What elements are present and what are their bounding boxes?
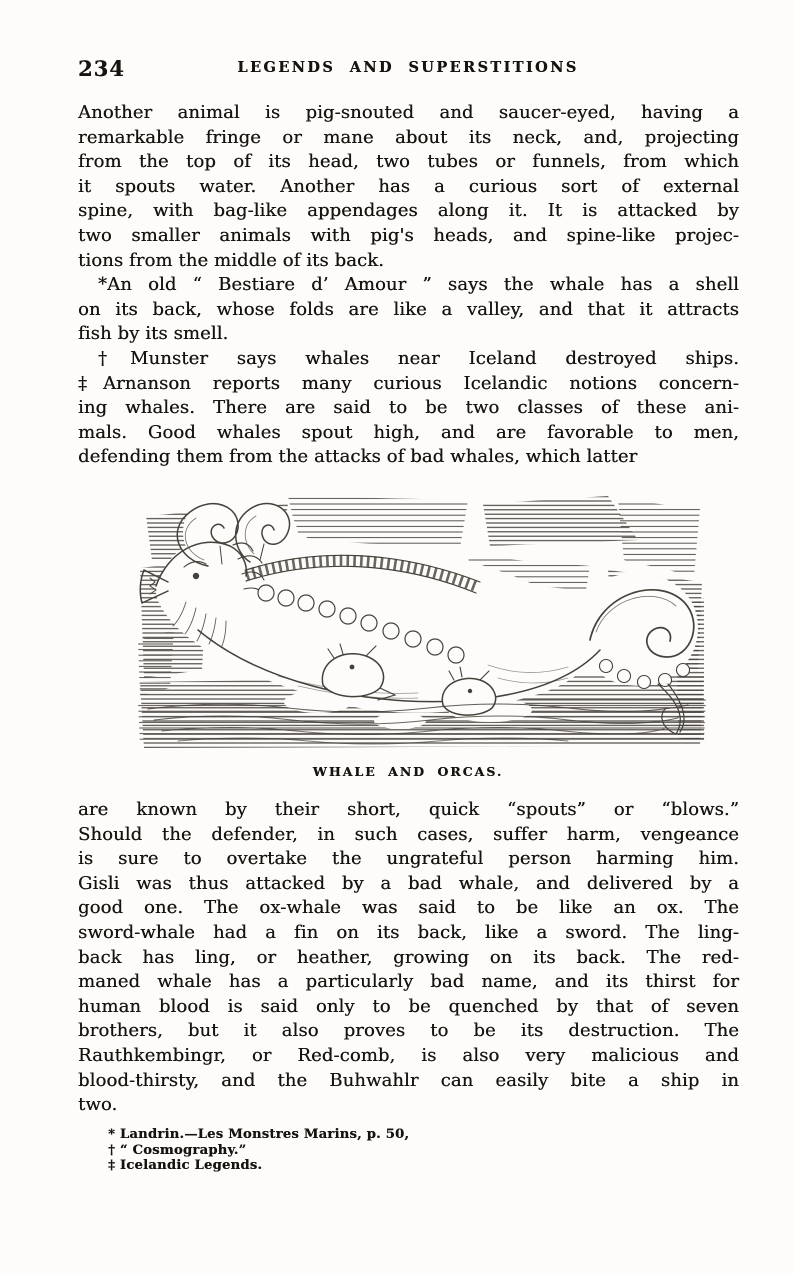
running-title: LEGENDS AND SUPERSTITIONS (237, 59, 579, 76)
text-line: †Munster says whales near Iceland destroyed ships. (98, 347, 739, 369)
text-line: maned whale has a particularly bad name, and its thirst for (78, 971, 739, 993)
text-line: it spouts water. Another has a curious sort of external (78, 175, 739, 197)
text-line: two. (78, 1094, 118, 1116)
running-head (78, 56, 738, 82)
text-line: back has ling, or heather, growing on its back. The red- (78, 946, 739, 968)
text-line: blood-thirsty, and the Buhwahlr can easily bite a ship in (78, 1069, 739, 1091)
text-line: Rauthkembingr, or Red-comb, is also very malicious and (78, 1044, 739, 1066)
text-line: two smaller animals with pig's heads, and spine-like projec- (78, 224, 739, 246)
text-line: ‡Arnanson reports many curious Icelandic notions concern- (78, 372, 739, 394)
text-line: Should the defender, in such cases, suffer harm, vengeance (78, 823, 739, 845)
text-line: remarkable fringe or mane about its neck, and, projecting (78, 126, 739, 148)
text-line: ing whales. There are said to be two classes of these ani- (78, 397, 739, 419)
footnote-line: † “ Cosmography.” (108, 1142, 247, 1158)
footnote-line: * Landrin.—Les Monstres Marins, p. 50, (108, 1127, 410, 1142)
text-line: tions from the middle of its back. (78, 249, 385, 271)
text-line: sword-whale had a fin on its back, like a sword. The ling- (78, 921, 739, 943)
text-line: are known by their short, quick “spouts” or “blows.” (78, 799, 739, 820)
text-line: mals. Good whales spout high, and are favorable to men, (78, 421, 739, 443)
whale-orcas-engraving-image (138, 490, 708, 754)
text-line: Another animal is pig-snouted and saucer-eyed, having a (78, 102, 739, 123)
footnotes (108, 1127, 588, 1174)
text-line: from the top of its head, two tubes or funnels, from which (78, 151, 739, 173)
text-line: brothers, but it also proves to be its destruction. The (78, 1020, 739, 1042)
text-line: on its back, whose folds are like a valley, and that it attracts (78, 298, 739, 320)
page-number: 234 (78, 56, 125, 81)
figure-caption: WHALE AND ORCAS. (312, 764, 504, 779)
text-line: good one. The ox-whale was said to be like an ox. The (78, 897, 739, 919)
text-line: Gisli was thus attacked by a bad whale, and delivered by a (78, 872, 739, 894)
text-line: human blood is said only to be quenched by that of seven (78, 995, 739, 1017)
body-text-top (78, 101, 739, 470)
figure-whale-engraving (138, 490, 708, 754)
text-line: *An old “ Bestiare d’ Amour ” says the whale has a shell (98, 274, 739, 296)
text-line: fish by its smell. (78, 323, 229, 345)
body-text-bottom (78, 798, 739, 1118)
text-line: spine, with bag-like appendages along it. It is attacked by (78, 200, 739, 222)
text-line: is sure to overtake the ungrateful person harming him. (78, 848, 739, 870)
footnote-line: ‡ Icelandic Legends. (108, 1158, 263, 1174)
text-line: defending them from the attacks of bad whales, which latter (78, 446, 638, 468)
